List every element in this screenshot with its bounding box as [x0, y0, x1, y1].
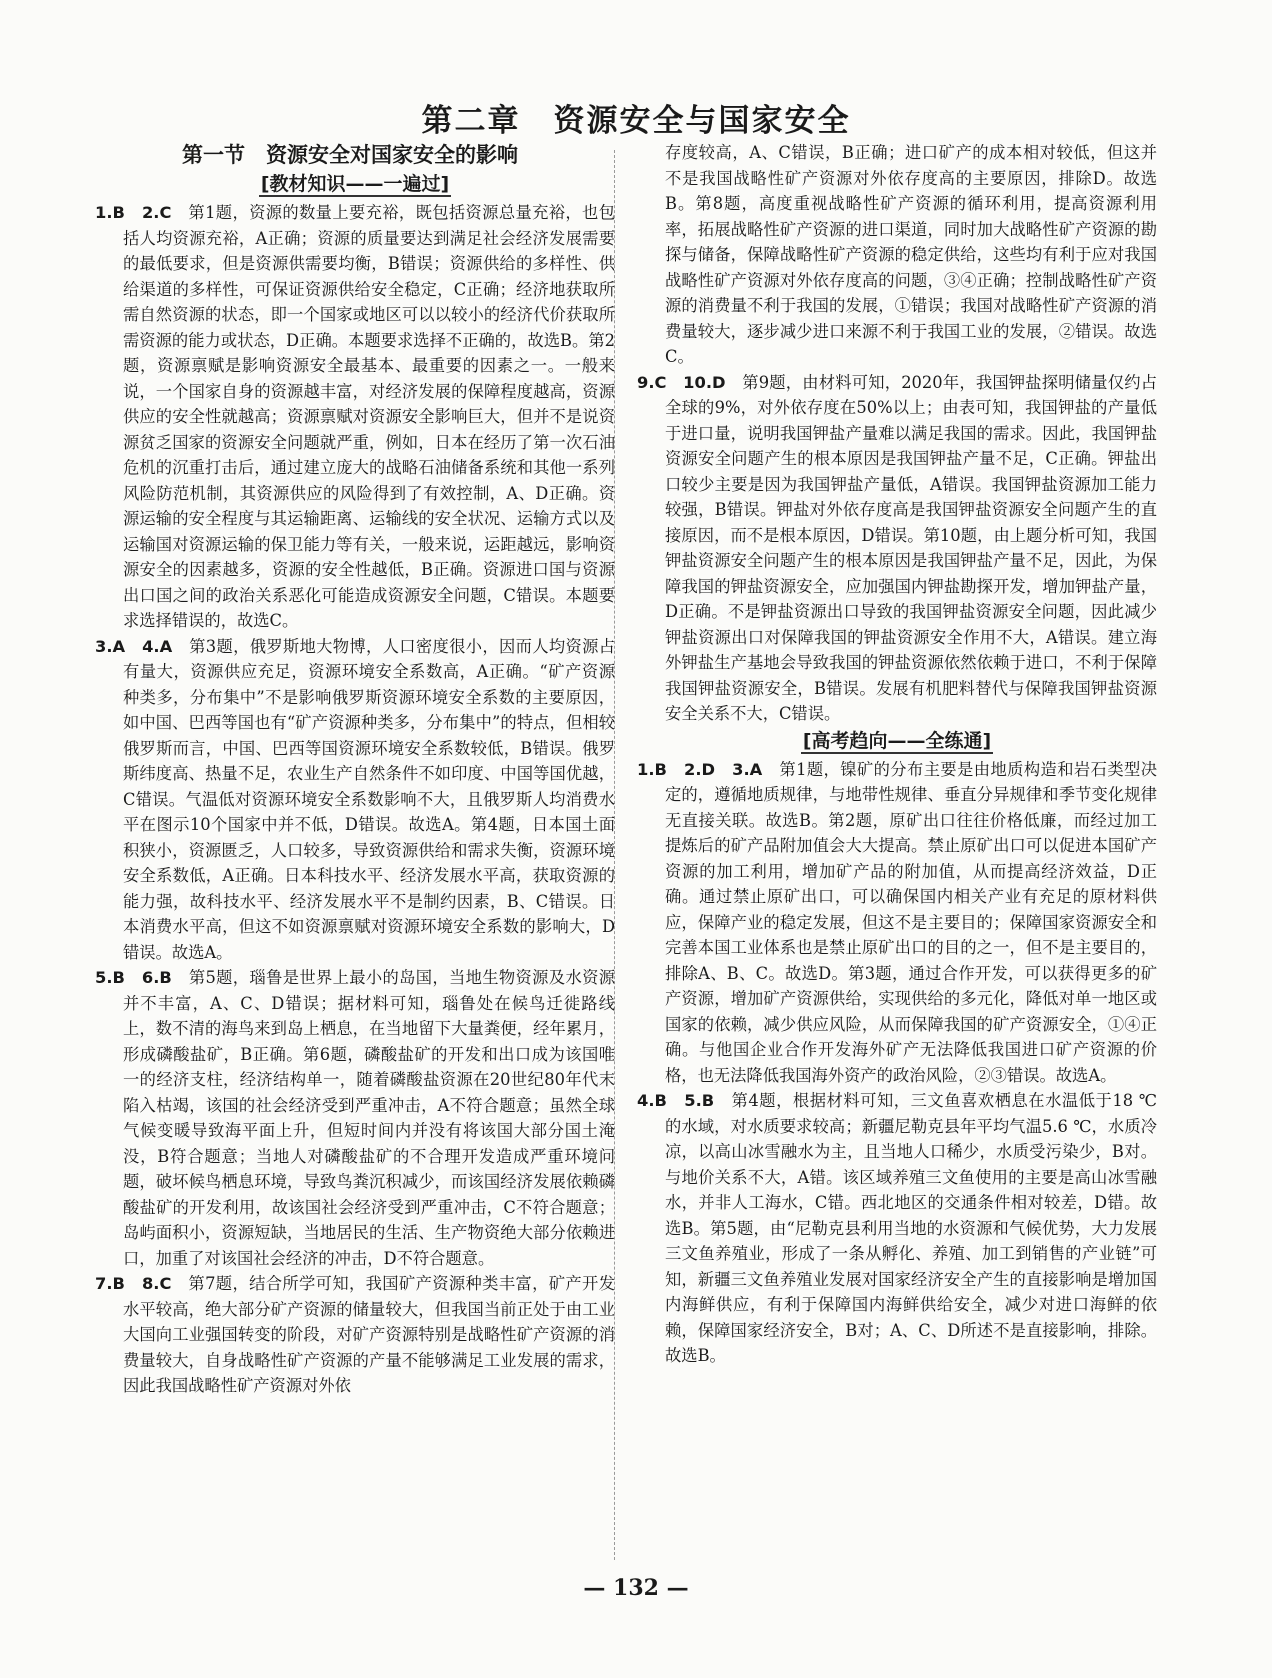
answer-item: 3.A 4.A 第3题，俄罗斯地大物博，人口密度很小，因而人均资源占有量大，资源供应充足，资源环境安全系数高，A正确。“矿产资源种类多，分布集中”不是影响俄罗斯资源环境安全系数的主要原因，如中国、巴西等国也有“矿产资源种类多，分布集中”的特点，但相较俄罗斯而言，中国、巴西等国资源环境安全系数较低，B错误。俄罗斯纬度高、热量不足，农业生产自然条件不如印度、中国等国优越，C错误。气温低对资源环境安全系数影响不大，且俄罗斯人均消费水平在图示10个国家中并不低，D错误。故选A。第4题，日本国土面积狭小，资源匮乏，人口较多，导致资源供给和需求失衡，资源环境安全系数低，A正确。日本科技水平、经济发展水平高，获取资源的能力强，故科技水平、经济发展水平不是制约因素，B、C错误。日本消费水平高，但这不如资源禀赋对资源环境安全系数的影响大，D错误。故选A。 — [95, 636, 615, 962]
answer-item: 9.C 10.D 第9题，由材料可知，2020年，我国钾盐探明储量仅约占全球的9%，对外依存度在50%以上；由表可知，我国钾盐的产量低于进口量，说明我国钾盐产量难以满足我国的需求。因此，我国钾盐资源安全问题产生的根本原因是我国钾盐产量不足，C正确。钾盐出口较少主要是因为我国钾盐产量低，A错误。我国钾盐资源加工能力较强，B错误。钾盐对外依存度高是我国钾盐资源安全问题产生的直接原因，而不是根本原因，D错误。第10题，由上题分析可知，我国钾盐资源安全问题产生的根本原因是我国钾盐产量不足，因此，为保障我国的钾盐资源安全，应加强国内钾盐勘探开发，增加钾盐产量，D正确。不是钾盐资源出口导致的我国钾盐资源安全问题，因此减少钾盐资源出口对保障我国的钾盐资源安全作用不大，A错误。建立海外钾盐生产基地会导致我国的钾盐资源依然依赖于进口，不利于保障我国钾盐资源安全，B错误。发展有机肥料替代与保障我国钾盐资源安全关系不大，C错误。 — [637, 372, 1158, 723]
answer-item: 7.B 8.C 第7题，结合所学可知，我国矿产资源种类丰富，矿产开发水平较高，绝大部分矿产资源的储量较大，但我国当前正处于由工业大国向工业强国转变的阶段，对矿产资源特别是战略性矿产资源的消费量较大，自身战略性矿产资源的产量不能够满足工业发展的需求，因此我国战略性矿产资源对外依 — [95, 1274, 615, 1395]
answer-item: 4.B 5.B 第4题，根据材料可知，三文鱼喜欢栖息在水温低于18 ℃的水域，对水质要求较高；新疆尼勒克县年平均气温5.6 ℃，水质冷凉，以高山冰雪融水为主，且当地人口稀少，水质受污染少，B对。与地价关系不大，A错。该区域养殖三文鱼使用的主要是高山冰雪融水，并非人工海水，C错。西北地区的交通条件相对较差，D错。故选B。第5题，由“尼勒克县利用当地的水资源和气候优势，大力发展三文鱼养殖业，形成了一条从孵化、养殖、加工到销售的产业链”可知，新疆三文鱼养殖业发展对国家经济安全产生的直接影响是增加国内海鲜供应，有利于保障国内海鲜供给安全，减少对进口海鲜的依赖，保障国家经济安全，B对；A、C、D所述不是直接影响，排除。故选B。 — [637, 1091, 1157, 1365]
answer-item: 5.B 6.B 第5题，瑙鲁是世界上最小的岛国，当地生物资源及水资源并不丰富，A、C、D错误；据材料可知，瑙鲁处在候鸟迁徙路线上，数不清的海鸟来到岛上栖息，在当地留下大量粪便，经年累月，形成磷酸盐矿，B正确。第6题，磷酸盐矿的开发和出口成为该国唯一的经济支柱，经济结构单一，随着磷酸盐资源在20世纪80年代末陷入枯竭，该国的社会经济受到严重冲击，A不符合题意；虽然全球气候变暖导致海平面上升，但短时间内并没有将该国大部分国土淹没，B符合题意；当地人对磷酸盐矿的不合理开发造成严重环境问题，破坏候鸟栖息环境，导致鸟粪沉积减少，而该国经济发展依赖磷酸盐矿的开发利用，故该国社会经济受到严重冲击，C不符合题意；岛屿面积小，资源短缺，当地居民的生活、生产物资绝大部分依赖进口，加重了对该国社会经济的冲击，D不符合题意。 — [95, 968, 615, 1268]
chapter-title: 第二章 资源安全与国家安全 — [421, 103, 851, 139]
answer-item: 1.B 2.D 3.A 第1题，镍矿的分布主要是由地质构造和岩石类型决定的，遵循地质规律，与地带性规律、垂直分异规律和季节变化规律无直接关联。故选B。第2题，原矿出口往往价格低廉，而经过加工提炼后的矿产品附加值会大大提高。禁止原矿出口可以促进本国矿产资源的加工利用，增加矿产品的附加值，从而提高经济效益，D正确。通过禁止原矿出口，可以确保国内相关产业有充足的原材料供应，保障产业的稳定发展，但这不是主要目的；保障国家资源安全和完善本国工业体系也是禁止原矿出口的目的之一，但不是主要目的，排除A、B、C。故选D。第3题，通过合作开发，可以获得更多的矿产资源，增加矿产资源供给，实现供给的多元化，降低对单一地区或国家的依赖，减少供应风险，从而保障我国的矿产资源安全，①④正确。与他国企业合作开发海外矿产无法降低我国进口矿产资源的价格，也无法降低我国海外资产的政治风险，②③错误。故选A。 — [637, 759, 1157, 1085]
answer-item-continued: 存度较高，A、C错误，B正确；进口矿产的成本相对较低，但这并不是我国战略性矿产资源对外依存度高的主要原因，排除D。故选B。第8题，高度重视战略性矿产资源的循环利用，提高资源利用率，拓展战略性矿产资源的进口渠道，同时加大战略性矿产资源的勘探与储备，保障战略性矿产资源的稳定供给，这些均有利于应对我国战略性矿产资源对外依存度高的问题，③④正确；控制战略性矿产资源的消费量不利于我国的发展，①错误；我国对战略性矿产资源的消费量较大，逐步减少进口来源不利于我国工业的发展，②错误。故选C。 — [665, 143, 1157, 366]
sub-heading-exam: [高考趋向——全练通] — [802, 729, 992, 752]
section-title: 第一节 资源安全对国家安全的影响 — [182, 143, 518, 167]
page-number: — 132 — — [583, 1575, 689, 1601]
left-column — [95, 140, 615, 1399]
sub-heading-textbook: [教材知识——一遍过] — [260, 173, 450, 195]
right-column — [637, 140, 1157, 1369]
answer-item: 1.B 2.C 第1题，资源的数量上要充裕，既包括资源总量充裕，也包括人均资源充裕，A正确；资源的质量要达到满足社会经济发展需要的最低要求，但是资源供需要均衡，B错误；资源供给的多样性、供给渠道的多样性，可保证资源供给安全稳定，C正确；经济地获取所需自然资源的状态，即一个国家或地区可以以较小的经济代价获取所需资源的能力或状态，D正确。本题要求选择不正确的，故选B。第2题，资源禀赋是影响资源安全最基本、最重要的因素之一。一般来说，一个国家自身的资源越丰富，对经济发展的保障程度越高，资源供应的安全性就越高；资源禀赋对资源安全影响巨大，但并不是说资源贫乏国家的资源安全问题就严重，例如，日本在经历了第一次石油危机的沉重打击后，通过建立庞大的战略石油储备系统和其他一系列风险防范机制，其资源供应的风险得到了有效控制，A、D正确。资源运输的安全程度与其运输距离、运输线的安全状况、运输方式以及运输国对资源运输的保卫能力等有关，一般来说，运距越远，影响资源安全的因素越多，资源的安全性越低，B正确。资源进口国与资源出口国之间的政治关系恶化可能造成资源安全问题，C错误。本题要求选择错误的，故选C。 — [95, 203, 615, 630]
